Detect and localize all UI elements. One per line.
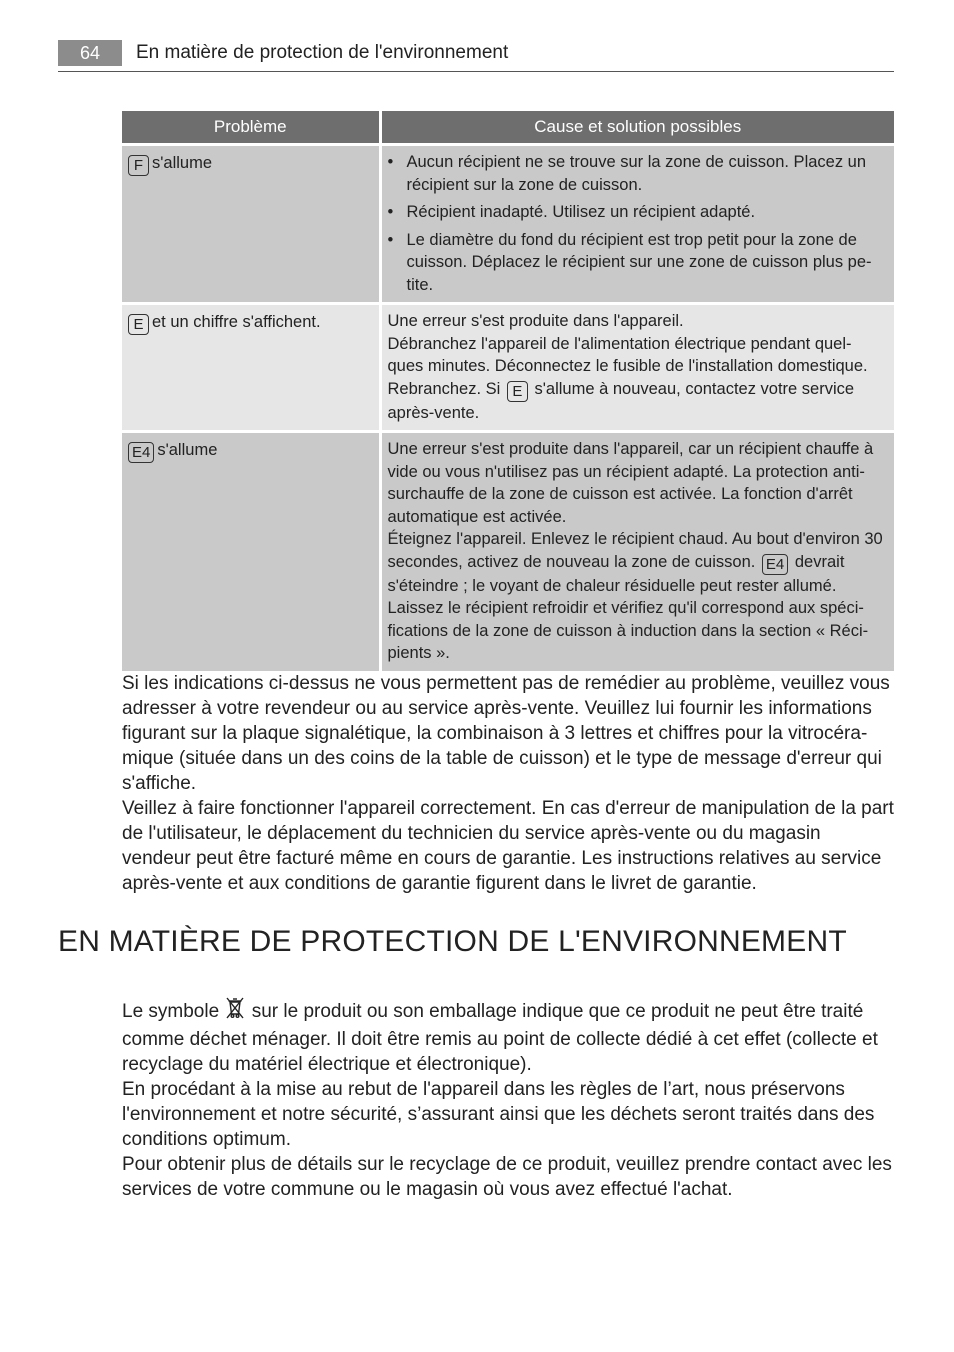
problem-cell: [122, 145, 380, 304]
solution-cell: [380, 432, 894, 673]
problem-cell: [122, 304, 380, 432]
paragraph: Le symbole sur le produit ou son emballage indique que ce produit ne peut être traité comme déchet ménager. Il doit être remis au point de collecte dédié à cet effet (collecte et recyclage du matériel électrique et électronique).: [122, 996, 894, 1077]
display-symbol-e: E: [128, 314, 149, 335]
problem-text: s'allume: [157, 441, 218, 459]
table-row: [122, 432, 894, 673]
troubleshooting-table: [122, 111, 894, 674]
problem-text: s'allume: [152, 154, 213, 172]
paragraph: Pour obtenir plus de détails sur le recyclage de ce produit, veuillez prendre contact avec les services de votre commune ou le magasin où vous avez effectué l'achat.: [122, 1154, 892, 1200]
display-symbol-e: E: [507, 381, 528, 402]
after-sales-text: [122, 671, 894, 896]
solution-cell: [380, 304, 894, 432]
page-number: 64: [58, 40, 122, 66]
table-row: [122, 304, 894, 432]
solution-line: Éteignez l'appareil. Enlevez le récipient chaud. Au bout d'environ 30 secondes, activez de nouveau la zone de cuisson. E4 devrait s'éteindre ; le voyant de chaleur résiduelle peut rester allumé.: [387, 530, 883, 595]
bullet-icon: •: [387, 153, 394, 171]
solution-line: Une erreur s'est produite dans l'appareil.: [387, 312, 684, 330]
solution-line: Laissez le récipient refroidir et vérifiez qu'il correspond aux spéci-fications de la zone de cuisson à induction dans la section « Réci-pients ».: [387, 599, 869, 662]
page-header: [58, 38, 894, 72]
display-symbol-f: F: [128, 155, 149, 176]
table-row: [122, 145, 894, 304]
problem-text: et un chiffre s'affichent.: [152, 313, 321, 331]
bullet-icon: •: [387, 230, 394, 249]
paragraph: Veillez à faire fonctionner l'appareil correctement. En cas d'erreur de manipulation de la part de l'utilisateur, le déplacement du technicien du service après-vente ou du magasin vendeur peut être facturé même en cours de garantie. Les instructions relatives au service après-vente et aux conditions de garantie figurent dans le livret de garantie.: [122, 798, 894, 894]
cause-list: [388, 151, 887, 296]
list-item: • Le diamètre du fond du récipient est trop petit pour la zone de cuisson. Déplacez le récipient sur une zone de cuisson plus pe-tite.: [387, 230, 872, 294]
list-item: • Aucun récipient ne se trouve sur la zone de cuisson. Placez un récipient sur la zone de cuisson.: [387, 153, 867, 194]
column-header-problem: Problème: [122, 111, 380, 145]
column-header-solution: Cause et solution possibles: [380, 111, 894, 145]
list-item: • Récipient inadapté. Utilisez un récipient adapté.: [388, 201, 887, 224]
environment-text: [122, 996, 894, 1202]
running-title: En matière de protection de l'environnement: [136, 42, 509, 63]
table-header-row: [122, 111, 894, 145]
solution-cell: [380, 145, 894, 304]
problem-cell: [122, 432, 380, 673]
solution-line: Une erreur s'est produite dans l'appareil, car un récipient chauffe à vide ou vous n'utilisez pas un récipient adapté. La protection anti-surchauffe de la zone de cuisson est activée. La fonction d'arrêt automatique est activée.: [387, 440, 874, 526]
paragraph: En procédant à la mise au rebut de l'appareil dans les règles de l’art, nous préservons l'environnement et notre sécurité, s’assurant ainsi que les déchets seront traités dans des conditions optimum.: [122, 1079, 875, 1150]
bullet-icon: •: [387, 203, 394, 221]
crossed-out-wheelie-bin-icon: [224, 996, 246, 1027]
display-symbol-e4: E4: [762, 554, 788, 575]
display-symbol-e4: E4: [128, 442, 154, 463]
solution-line: Rebranchez. Si E s'allume à nouveau, contactez votre service après-vente.: [387, 379, 855, 422]
solution-line: Débranchez l'appareil de l'alimentation électrique pendant quel-ques minutes. Déconnectez le fusible de l'installation domestique.: [387, 334, 868, 375]
section-heading: EN MATIÈRE DE PROTECTION DE L'ENVIRONNEMENT: [58, 925, 847, 958]
paragraph: Si les indications ci-dessus ne vous permettent pas de remédier au problème, veuillez vous adresser à votre revendeur ou au service après-vente. Veuillez lui fournir les informations figurant sur la plaque signalétique, la combinaison à 3 lettres et chiffres pour la vitrocéra-mique (située dans un des coins de la table de cuisson) et le type de message d'erreur qui s'affiche.: [122, 673, 890, 794]
